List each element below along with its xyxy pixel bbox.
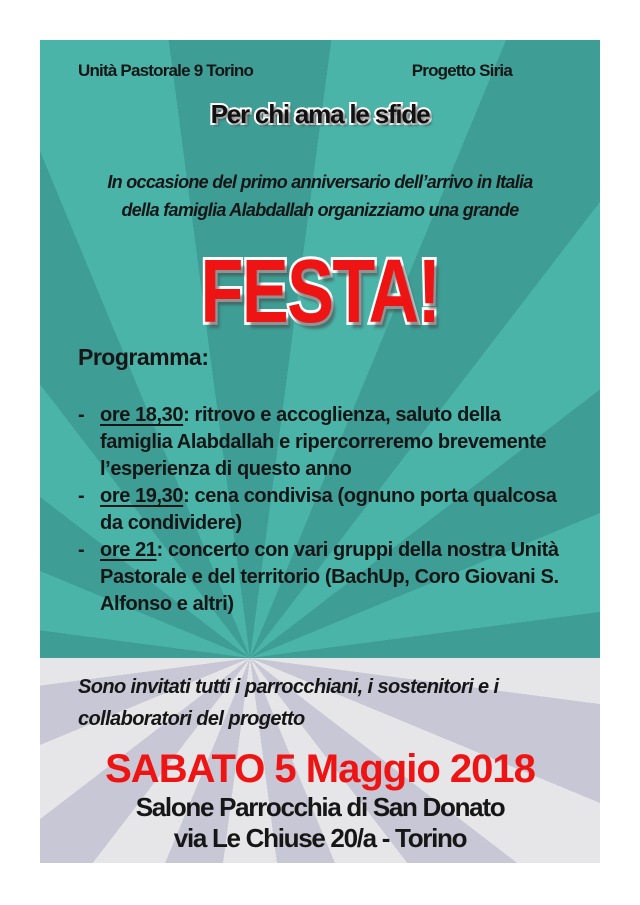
program-item-21 bbox=[78, 537, 600, 618]
poster bbox=[40, 40, 600, 863]
program-item-line: l’esperienza di questo anno bbox=[100, 458, 352, 480]
program-item-1830 bbox=[78, 402, 600, 483]
program-item-line: Pastorale e del territorio (BachUp, Coro Giovani S. bbox=[100, 566, 559, 588]
program-time: ore 19,30 bbox=[100, 485, 184, 507]
project-name: Progetto Siria bbox=[411, 61, 512, 80]
program-item-line: ore 19,30: cena condivisa (ognuno porta qualcosa bbox=[100, 485, 557, 507]
intro-line-1: In occasione del primo anniversario dell’arrivo in Italia bbox=[107, 172, 533, 192]
bullet-dash: - bbox=[78, 539, 85, 561]
invite-line-2: collaboratori del progetto bbox=[78, 708, 305, 730]
program-item-text bbox=[100, 537, 559, 618]
program-item-text bbox=[100, 402, 546, 483]
bullet-dash: - bbox=[78, 485, 85, 507]
event-date: SABATO 5 Maggio 2018 bbox=[105, 747, 535, 791]
program-item-line: famiglia Alabdallah e ripercorreremo brevemente bbox=[100, 431, 547, 453]
tagline: Per chi ama le sfide bbox=[210, 99, 430, 129]
program-item-line: da condividere) bbox=[100, 512, 242, 534]
teal-starburst-section bbox=[40, 40, 600, 658]
bullet-dash: - bbox=[78, 404, 85, 426]
program-item-line: Alfonso e altri) bbox=[100, 593, 234, 615]
program-time: ore 18,30 bbox=[100, 404, 184, 426]
invite-line-1: Sono invitati tutti i parrocchiani, i sostenitori e i bbox=[78, 676, 499, 698]
program-item-line: ore 18,30: ritrovo e accoglienza, saluto della bbox=[100, 404, 501, 426]
intro-paragraph bbox=[40, 168, 600, 224]
intro-line-2: della famiglia Alabdallah organizziamo una grande bbox=[121, 200, 519, 220]
program-item-1930 bbox=[78, 483, 600, 537]
event-venue: Salone Parrocchia di San Donato bbox=[135, 792, 505, 822]
program-list bbox=[40, 402, 600, 618]
program-item-text bbox=[100, 483, 557, 537]
poster-header bbox=[40, 40, 600, 82]
program-title: Programma: bbox=[78, 344, 209, 370]
gray-starburst-section bbox=[40, 658, 600, 863]
invite-paragraph bbox=[40, 658, 600, 735]
program-time: ore 21 bbox=[100, 539, 157, 561]
program-item-line: ore 21: concerto con vari gruppi della nostra Unità bbox=[100, 539, 559, 561]
org-name: Unità Pastorale 9 Torino bbox=[78, 61, 254, 80]
festa-title: FESTA! bbox=[200, 242, 440, 342]
event-address: via Le Chiuse 20/a - Torino bbox=[173, 823, 467, 853]
